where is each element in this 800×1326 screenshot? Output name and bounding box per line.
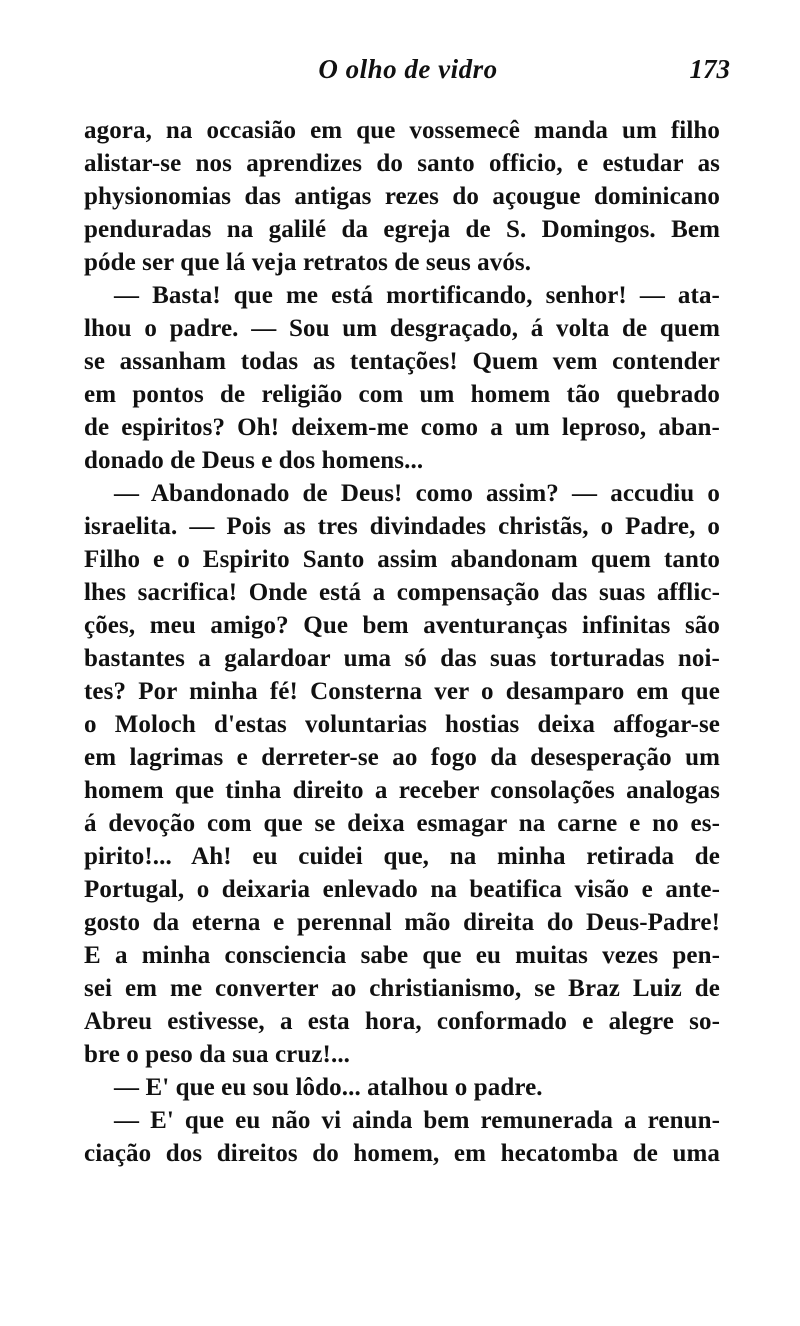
text-line: Portugal, o deixaria enlevado na beatifica visão e ante- xyxy=(84,876,720,903)
text-line: Abreu estivesse, a esta hora, conformado e alegre so- xyxy=(84,1008,720,1035)
text-line: póde ser que lá veja retratos de seus avós. xyxy=(84,249,532,276)
text-line: bastantes a galardoar uma só das suas torturadas noi- xyxy=(84,645,720,672)
text-line: em lagrimas e derreter-se ao fogo da desesperação um xyxy=(84,744,720,771)
text-line: sei em me converter ao christianismo, se Braz Luiz de xyxy=(84,975,720,1002)
text-line: lhou o padre. — Sou um desgraçado, á volta de quem xyxy=(84,315,720,342)
text-line: pirito!... Ah! eu cuidei que, na minha retirada de xyxy=(84,843,720,870)
text-line: israelita. — Pois as tres divindades christãs, o Padre, o xyxy=(84,513,720,540)
text-line: em pontos de religião com um homem tão quebrado xyxy=(84,381,720,408)
text-line: — Abandonado de Deus! como assim? — accudiu o xyxy=(114,480,720,507)
text-line: se assanham todas as tentações! Quem vem contender xyxy=(84,348,720,375)
text-line: — E' que eu sou lôdo... atalhou o padre. xyxy=(114,1074,543,1101)
text-line: bre o peso da sua cruz!... xyxy=(84,1041,351,1068)
page-number: 173 xyxy=(689,54,730,84)
page-header xyxy=(86,54,730,98)
text-line: tes? Por minha fé! Consterna ver o desamparo em que xyxy=(84,678,720,705)
text-line: penduradas na galilé da egreja de S. Domingos. Bem xyxy=(84,216,720,243)
text-line: ções, meu amigo? Que bem aventuranças infinitas são xyxy=(84,612,720,639)
running-title: O olho de vidro xyxy=(318,54,498,84)
text-line: lhes sacrifica! Onde está a compensação das suas afflic- xyxy=(84,579,720,606)
text-line: agora, na occasião em que vossemecê manda um filho xyxy=(84,117,720,144)
text-line: Filho e o Espirito Santo assim abandonam quem tanto xyxy=(84,546,720,573)
text-line: E a minha consciencia sabe que eu muitas vezes pen- xyxy=(84,942,720,969)
text-line: physionomias das antigas rezes do açougue dominicano xyxy=(84,183,720,210)
text-line: gosto da eterna e perennal mão direita do Deus-Padre! xyxy=(84,909,720,936)
text-line: o Moloch d'estas voluntarias hostias deixa affogar-se xyxy=(84,711,720,738)
text-line: — Basta! que me está mortificando, senhor! — ata- xyxy=(114,282,720,309)
text-line: ciação dos direitos do homem, em hecatomba de uma xyxy=(84,1140,720,1167)
text-line: de espiritos? Oh! deixem-me como a um leproso, aban- xyxy=(84,414,720,441)
text-line: alistar-se nos aprendizes do santo officio, e estudar as xyxy=(84,150,720,177)
text-line: donado de Deus e dos homens... xyxy=(84,447,424,474)
text-line: homem que tinha direito a receber consolações analogas xyxy=(84,777,720,804)
text-line: á devoção com que se deixa esmagar na carne e no es- xyxy=(84,810,720,837)
text-line: — E' que eu não vi ainda bem remunerada a renun- xyxy=(114,1107,720,1134)
body-text xyxy=(84,114,720,1170)
